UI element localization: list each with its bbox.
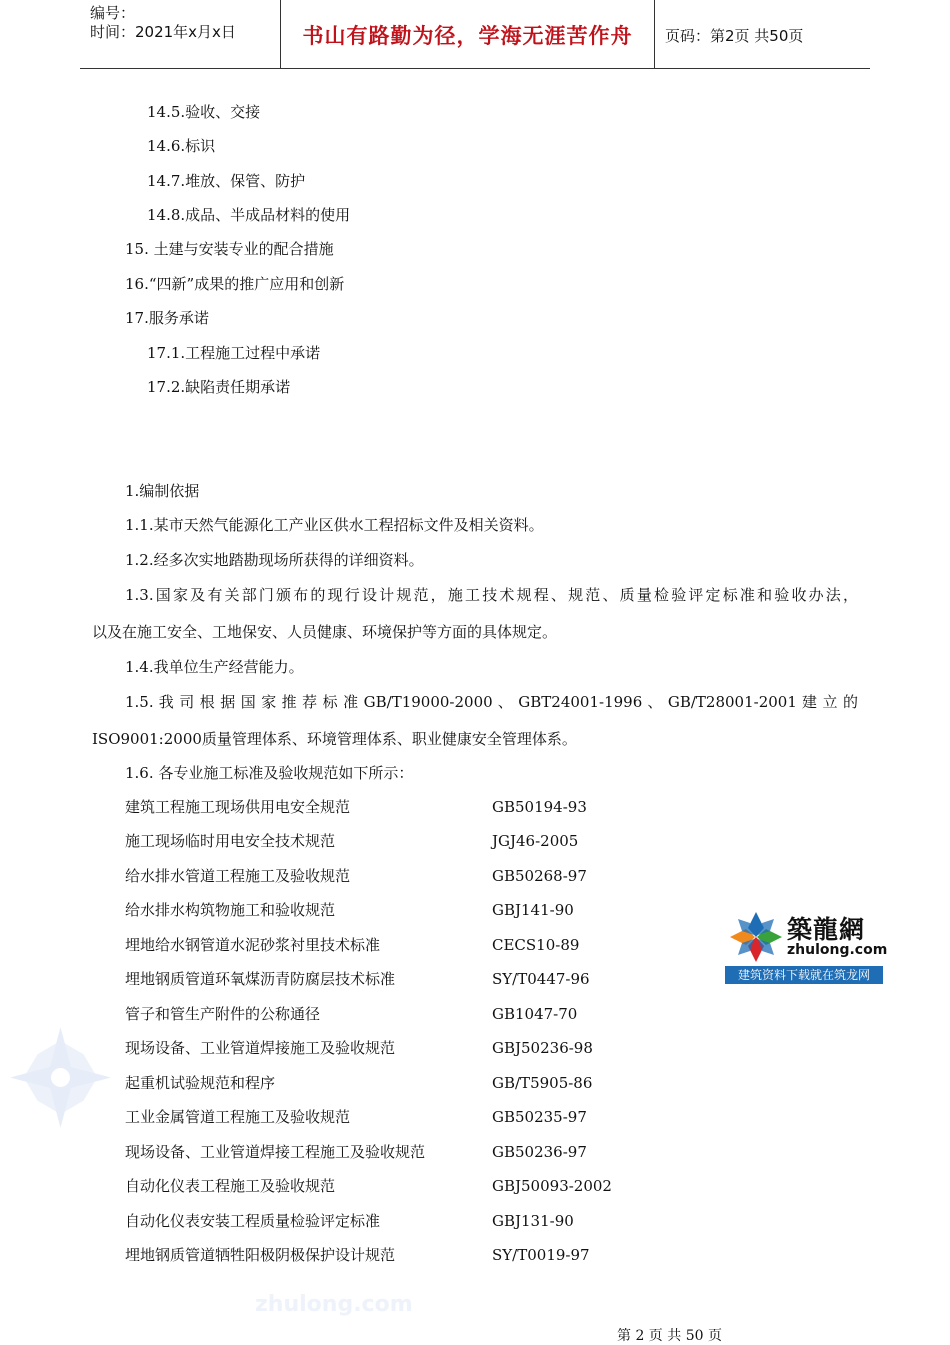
toc-item: 14.6.标识	[147, 137, 216, 155]
toc-item: 17.服务承诺	[125, 309, 209, 327]
page-header	[80, 0, 870, 69]
number-label: 编号：	[90, 4, 136, 22]
standard-code: JGJ46-2005	[492, 832, 579, 850]
paragraph: 1.3.国家及有关部门颁布的现行设计规范，施工技术规程、规范、质量检验评定标准和验收办法，	[125, 586, 858, 604]
standard-name: 埋地钢质管道牺牲阳极阴极保护设计规范	[125, 1246, 396, 1264]
standard-code: GBJ141-90	[492, 901, 574, 919]
standard-name: 现场设备、工业管道焊接施工及验收规范	[125, 1039, 396, 1057]
paragraph: 1.1.某市天然气能源化工产业区供水工程招标文件及相关资料。	[125, 516, 544, 534]
standard-code: GBJ131-90	[492, 1212, 574, 1230]
standard-name: 管子和管生产附件的公称通径	[125, 1005, 321, 1023]
standard-code: GB50235-97	[492, 1108, 587, 1126]
toc-item: 16.“四新”成果的推广应用和创新	[125, 275, 345, 293]
paragraph: 1.5. 我 司 根 据 国 家 推 荐 标 准 GB/T19000-2000 、 GBT24001-1996 、 GB/T28001-2001 建 立 的	[125, 693, 858, 711]
standard-name: 埋地给水钢管道水泥砂浆衬里技术标准	[125, 936, 381, 954]
standard-name: 埋地钢质管道环氧煤沥青防腐层技术标准	[125, 970, 396, 988]
motto: 书山有路勤为径，学海无涯苦作舟	[302, 24, 633, 48]
standard-name: 给水排水管道工程施工及验收规范	[125, 867, 351, 885]
standard-code: GB50236-97	[492, 1143, 587, 1161]
logo-site: zhulong.com	[787, 942, 888, 958]
standard-code: GB/T5905-86	[492, 1074, 593, 1092]
standard-name: 起重机试验规范和程序	[125, 1074, 276, 1092]
standard-name: 自动化仪表工程施工及验收规范	[125, 1177, 336, 1195]
standard-code: SY/T0447-96	[492, 970, 590, 988]
standard-code: CECS10-89	[492, 936, 580, 954]
standard-name: 给水排水构筑物施工和验收规范	[125, 901, 336, 919]
paragraph: 1.4.我单位生产经营能力。	[125, 658, 304, 676]
standard-code: GB1047-70	[492, 1005, 578, 1023]
standard-name: 工业金属管道工程施工及验收规范	[125, 1108, 351, 1126]
standard-code: SY/T0019-97	[492, 1246, 590, 1264]
header-page-label: 页码：第2页 共50页	[665, 27, 804, 45]
paragraph-continuation: ISO9001:2000质量管理体系、环境管理体系、职业健康安全管理体系。	[92, 730, 577, 748]
toc-item: 14.7.堆放、保管、防护	[147, 172, 306, 190]
paragraph: 1.6. 各专业施工标准及验收规范如下所示：	[125, 764, 414, 782]
footer-page-number: 第 2 页 共 50 页	[617, 1328, 722, 1344]
standard-name: 自动化仪表安装工程质量检验评定标准	[125, 1212, 381, 1230]
text-watermark: zhulong.com	[255, 1292, 413, 1317]
time-label: 时间：2021年x月x日	[90, 23, 236, 41]
section-heading: 1.编制依据	[125, 482, 200, 500]
toc-item: 17.2.缺陷责任期承诺	[147, 378, 291, 396]
standard-code: GBJ50093-2002	[492, 1177, 612, 1195]
header-page-cell	[655, 0, 870, 68]
header-motto-cell	[281, 0, 655, 68]
zhulong-mark-icon	[728, 910, 784, 964]
logo-top	[725, 906, 888, 966]
toc-item: 15. 土建与安装专业的配合措施	[125, 240, 334, 258]
logo-tagline: 建筑资料下载就在筑龙网	[725, 966, 883, 984]
toc-item: 14.5.验收、交接	[147, 103, 261, 121]
toc-item: 17.1.工程施工过程中承诺	[147, 344, 321, 362]
star-watermark-icon	[8, 1025, 113, 1130]
standard-code: GB50268-97	[492, 867, 587, 885]
logo-brand: 築龍網	[787, 915, 866, 944]
standard-code: GB50194-93	[492, 798, 587, 816]
standard-name: 建筑工程施工现场供用电安全规范	[125, 798, 351, 816]
header-left-cell	[80, 0, 281, 68]
standard-code: GBJ50236-98	[492, 1039, 593, 1057]
toc-item: 14.8.成品、半成品材料的使用	[147, 206, 351, 224]
paragraph-continuation: 以及在施工安全、工地保安、人员健康、环境保护等方面的具体规定。	[92, 623, 558, 641]
standard-name: 现场设备、工业管道焊接工程施工及验收规范	[125, 1143, 426, 1161]
paragraph: 1.2.经多次实地踏勘现场所获得的详细资料。	[125, 551, 424, 569]
standard-name: 施工现场临时用电安全技术规范	[125, 832, 336, 850]
zhulong-logo	[725, 906, 888, 984]
